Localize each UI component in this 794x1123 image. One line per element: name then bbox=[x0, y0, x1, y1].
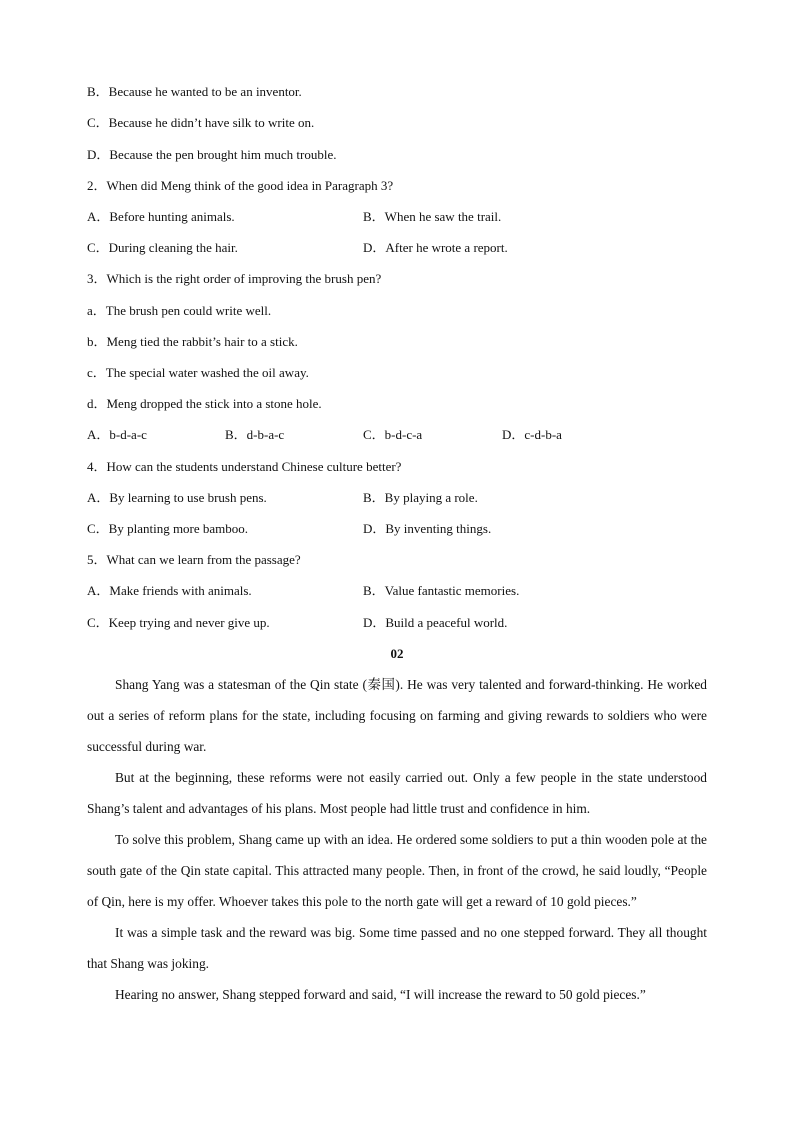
q3-option-c: C．b-d-c-a bbox=[363, 427, 423, 442]
q5-question: 5．What can we learn from the passage? bbox=[87, 552, 301, 567]
q5-option-d: D．Build a peaceful world. bbox=[363, 615, 508, 630]
section-number-heading: 02 bbox=[390, 646, 404, 661]
q3-step-b: b．Meng tied the rabbit’s hair to a stick. bbox=[87, 334, 298, 349]
q3-step-c: c．The special water washed the oil away. bbox=[87, 365, 309, 380]
q4-option-b: B．By playing a role. bbox=[363, 490, 478, 505]
q3-option-b: B．d-b-a-c bbox=[225, 427, 285, 442]
q5-option-b: B．Value fantastic memories. bbox=[363, 583, 520, 598]
passage-paragraph-5: Hearing no answer, Shang stepped forward and said, “I will increase the reward to 50 gold pieces.” bbox=[115, 987, 646, 1002]
q4-option-d: D．By inventing things. bbox=[363, 521, 492, 536]
q1-option-b: B．Because he wanted to be an inventor. bbox=[87, 84, 302, 99]
q5-option-c: C．Keep trying and never give up. bbox=[87, 615, 270, 630]
q2-option-c: C．During cleaning the hair. bbox=[87, 240, 238, 255]
q5-option-a: A．Make friends with animals. bbox=[87, 583, 252, 598]
q3-step-d: d．Meng dropped the stick into a stone hole. bbox=[87, 396, 322, 411]
q2-question: 2．When did Meng think of the good idea in Paragraph 3? bbox=[87, 178, 394, 193]
passage-paragraph-4: It was a simple task and the reward was big. Some time passed and no one stepped forward. They all thought that Shang was joking. bbox=[87, 925, 707, 971]
q3-question: 3．Which is the right order of improving the brush pen? bbox=[87, 271, 382, 286]
q3-option-a: A．b-d-a-c bbox=[87, 427, 147, 442]
q3-step-a: a．The brush pen could write well. bbox=[87, 303, 272, 318]
q4-question: 4．How can the students understand Chinese culture better? bbox=[87, 459, 402, 474]
q3-option-d: D．c-d-b-a bbox=[502, 427, 562, 442]
passage bbox=[87, 669, 707, 1010]
passage-paragraph-3: To solve this problem, Shang came up with an idea. He ordered some soldiers to put a thin wooden pole at the south gate of the Qin state capital. This attracted many people. Then, in front of the crowd, he said loudly, “People of Qin, here is my offer. Whoever takes this pole to the north gate will get a reward of 10 gold pieces.” bbox=[87, 832, 707, 909]
q2-option-d: D．After he wrote a report. bbox=[363, 240, 508, 255]
q2-option-a: A．Before hunting animals. bbox=[87, 209, 235, 224]
q1-option-c: C．Because he didn’t have silk to write on. bbox=[87, 115, 315, 130]
q4-option-a: A．By learning to use brush pens. bbox=[87, 490, 267, 505]
q4-option-c: C．By planting more bamboo. bbox=[87, 521, 249, 536]
passage-paragraph-2: But at the beginning, these reforms were not easily carried out. Only a few people in the state understood Shang’s talent and advantages of his plans. Most people had little trust and confidence in him. bbox=[87, 770, 707, 816]
passage-paragraph-1: Shang Yang was a statesman of the Qin state (秦国). He was very talented and forward-thinking. He worked out a series of reform plans for the state, including focusing on farming and giving rewards to soldiers who were successful during war. bbox=[87, 677, 707, 754]
q2-option-b: B．When he saw the trail. bbox=[363, 209, 502, 224]
q1-option-d: D．Because the pen brought him much trouble. bbox=[87, 147, 337, 162]
